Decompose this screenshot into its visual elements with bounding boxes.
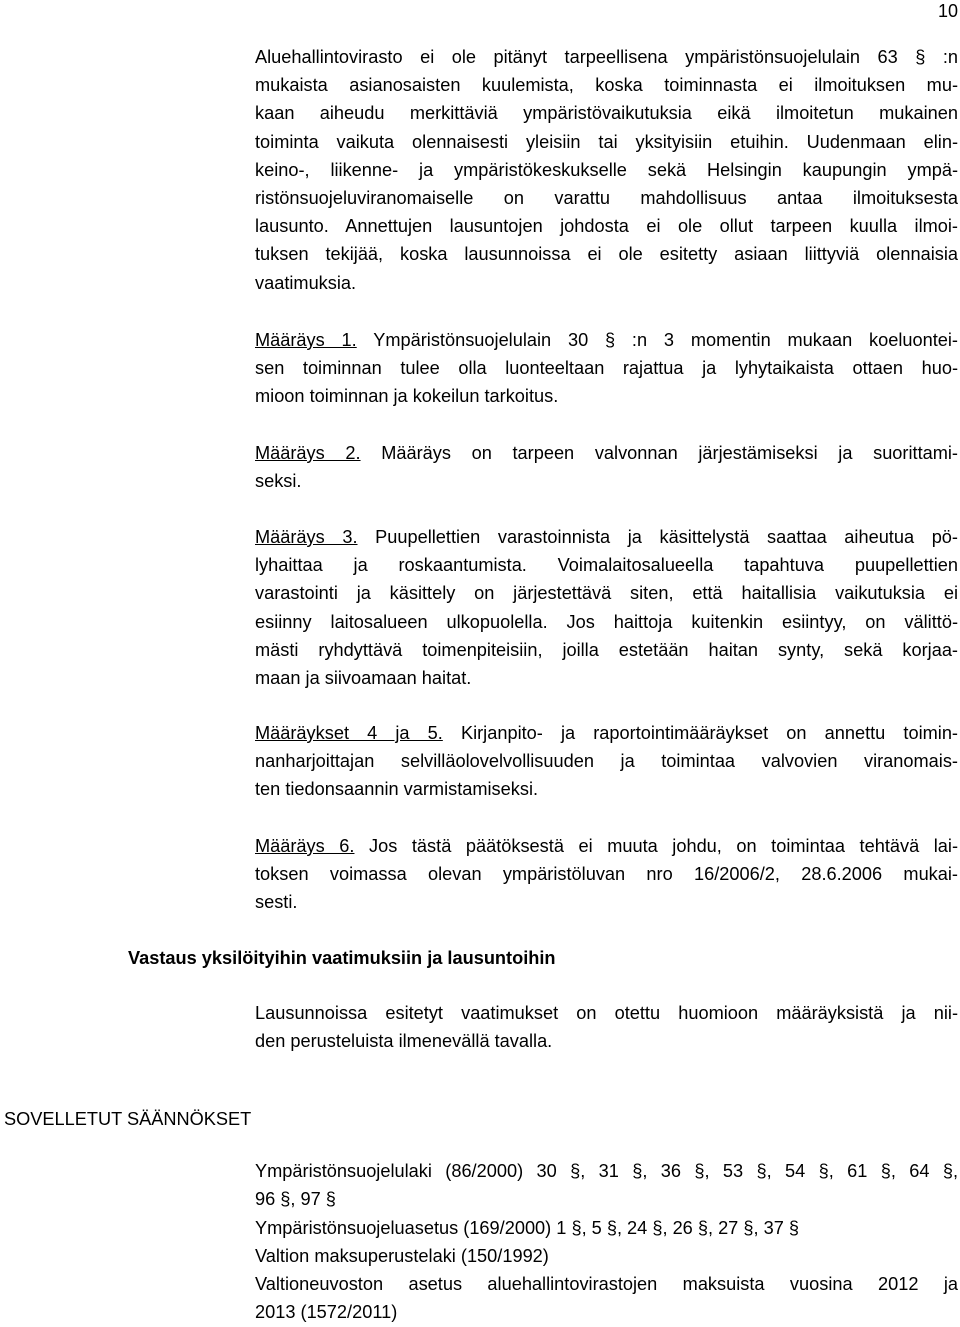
rule-line: Ympäristönsuojelulaki (86/2000) 30 §, 31 §, 36 §, 53 §, 54 §, 61 §, 64 §, [255,1161,958,1181]
applied-rules-list [255,1157,958,1327]
text-line: ten tiedonsaannin varmistamiseksi. [255,779,539,800]
text-line: keino-, liikenne- ja ympäristökeskukselle sekä Helsingin kaupungin ympä- [255,159,958,180]
text-line [255,439,958,467]
text-line: sen toiminnan tulee olla luonteeltaan rajattua ja lyhytaikaista ottaen huo- [255,358,958,379]
regulation-4-5 [255,719,958,804]
text-line: lausunto. Annettujen lausuntojen johdosta ei ole ollut tarpeen kuulla ilmoi- [255,216,958,237]
text-line: vaatimuksia. [255,272,357,293]
rule-line: Valtion maksuperustelaki (150/1992) [255,1245,549,1266]
rule-line: 2013 (1572/2011) [255,1302,398,1323]
rule-line: Ympäristönsuojeluasetus (169/2000) 1 §, 5 §, 24 §, 26 §, 27 §, 37 § [255,1217,799,1238]
text-fragment: Puupellettien varastoinnista ja käsittelystä saattaa aiheutua pö- [357,527,958,547]
text-line: lyhaittaa ja roskaantumista. Voimalaitosalueella tapahtuva puupellettien [255,555,958,576]
regulation-label: Määräys 2. [255,443,361,463]
regulation-6 [255,832,958,917]
text-line: sesti. [255,892,298,913]
text-line: mukaista asianosaisten kuulemista, koska toiminnasta ei ilmoituksen mu- [255,75,958,96]
text-line: seksi. [255,471,302,492]
text-line [255,832,958,860]
text-line: Aluehallintovirasto ei ole pitänyt tarpeellisena ympäristönsuojelulain 63 § :n [255,47,958,67]
text-fragment: Kirjanpito- ja raportointimääräykset on annettu toimin- [442,723,958,743]
text-line: mioon toiminnan ja kokeilun tarkoitus. [255,386,559,407]
text-line [255,719,958,747]
text-line: ristönsuojeluviranomaiselle on varattu mahdollisuus antaa ilmoituksesta [255,188,958,209]
text-fragment: Jos tästä päätöksestä ei muuta johdu, on toimintaa tehtävä lai- [354,836,958,856]
regulation-label: Määräys 3. [255,527,358,547]
text-fragment: Määräys on tarpeen valvonnan järjestämiseksi ja suorittami- [360,443,958,463]
regulation-2 [255,439,958,495]
regulation-3 [255,523,958,692]
text-line: tuksen tekijää, koska lausunnoissa ei ole esitetty asiaan liittyviä olennaisia [255,244,958,265]
response-paragraph [255,999,958,1055]
intro-paragraph [255,43,958,297]
text-line: toiminta vaikuta olennaisesti yleisiin tai yksityisiin etuihin. Uudenmaan elin- [255,131,958,152]
text-line: esiinny laitosalueen ulkopuolella. Jos haittoja kuitenkin esiintyy, on välittö- [255,611,958,632]
page-number: 10 [937,1,958,21]
rule-line: Valtioneuvoston asetus aluehallintovirastojen maksuista vuosina 2012 ja [255,1274,958,1295]
text-line [255,523,958,551]
text-line: varastointi ja käsittely on järjestettävä siten, että haitallisia vaikutuksia ei [255,583,958,604]
rule-line: 96 §, 97 § [255,1189,336,1210]
text-line: mästi ryhdyttävä toimenpiteisiin, joilla estetään haitan synty, sekä korjaa- [255,639,958,660]
text-line: kaan aiheudu merkittäviä ympäristövaikutuksia eikä ilmoitetun mukainen [255,103,958,124]
regulation-label: Määräykset 4 ja 5. [255,723,443,743]
regulation-1 [255,326,958,411]
applied-rules-heading: SOVELLETUT SÄÄNNÖKSET [4,1109,252,1129]
text-line: maan ja siivoamaan haitat. [255,668,472,689]
text-fragment: Ympäristönsuojelulain 30 § :n 3 momentin mukaan koeluontei- [356,330,958,350]
text-line: toksen voimassa olevan ympäristöluvan nro 16/2006/2, 28.6.2006 mukai- [255,864,958,885]
regulation-label: Määräys 6. [255,836,355,856]
text-line: Lausunnoissa esitetyt vaatimukset on otettu huomioon määräyksistä ja nii- [255,1003,958,1023]
regulation-label: Määräys 1. [255,330,357,350]
response-heading: Vastaus yksilöityihin vaatimuksiin ja lausuntoihin [128,948,556,968]
text-line: den perusteluista ilmenevällä tavalla. [255,1031,553,1052]
text-line [255,326,958,354]
text-line: nanharjoittajan selvilläolovelvollisuuden ja toimintaa valvovien viranomais- [255,751,958,772]
